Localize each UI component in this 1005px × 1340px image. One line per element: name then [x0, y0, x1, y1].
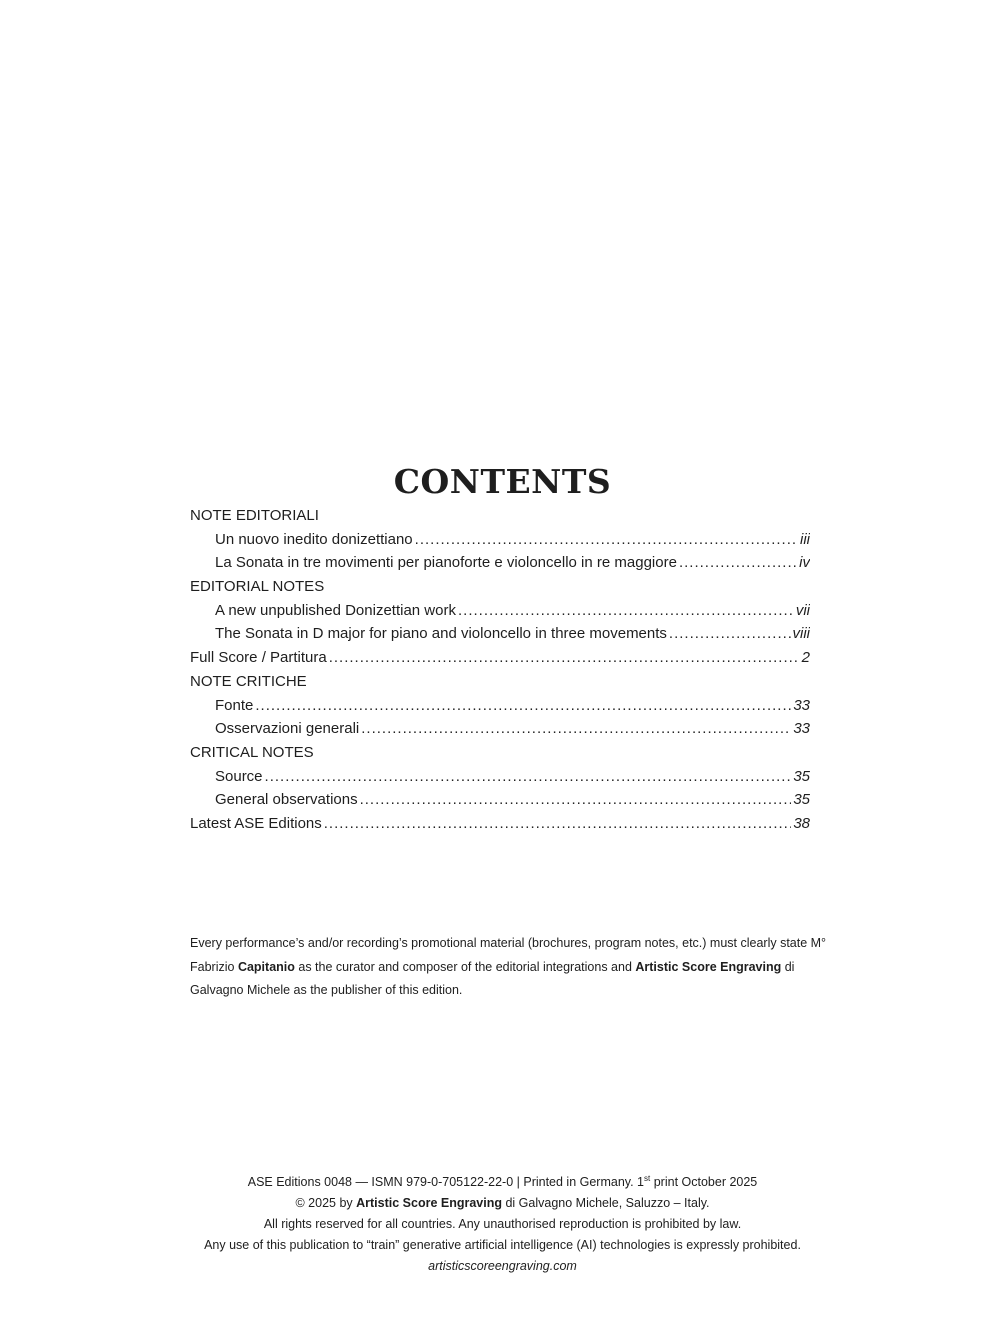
toc-leader-dots — [360, 788, 792, 812]
colophon-edition-text: ASE Editions 0048 — ISMN 979-0-705122-22-0 | Printed in Germany. 1 — [247, 1175, 645, 1189]
toc-entry-general-observations — [190, 788, 810, 812]
toc-entry-osservazioni — [190, 717, 810, 741]
toc-entry-source — [190, 765, 810, 789]
copyright-publisher: Artistic Score Engraving — [356, 1196, 502, 1210]
colophon-ordinal: st — [644, 1173, 651, 1183]
promotional-notice — [190, 932, 830, 1003]
toc-heading-note-critiche — [190, 670, 810, 694]
toc-entry-new-unpublished — [190, 599, 810, 623]
copyright-suffix: di Galvagno Michele, Saluzzo – Italy. — [502, 1196, 710, 1210]
toc-page-number: 35 — [793, 791, 810, 809]
toc-page-number: 33 — [793, 696, 810, 714]
website-link[interactable]: artisticscoreengraving.com — [428, 1259, 577, 1273]
notice-publisher-name: Artistic Score Engraving — [635, 959, 782, 974]
toc-heading-editorial-notes — [190, 575, 810, 599]
colophon-ai-line: Any use of this publication to “train” generative artificial intelligence (AI) technologies is expressly prohibited. — [204, 1238, 801, 1252]
toc-leader-dots — [669, 622, 791, 646]
colophon — [0, 1172, 1005, 1277]
page-title: CONTENTS — [393, 462, 612, 501]
toc-entry-fonte — [190, 694, 810, 718]
toc-page-number: vii — [795, 601, 810, 619]
toc-label: NOTE CRITICHE — [190, 672, 307, 690]
toc-page-number: iii — [800, 530, 810, 548]
toc-leader-dots — [265, 765, 792, 789]
toc-label: A new unpublished Donizettian work — [215, 601, 456, 619]
table-of-contents — [190, 504, 810, 836]
toc-page-number: 2 — [801, 649, 810, 667]
colophon-rights-line: All rights reserved for all countries. Any unauthorised reproduction is prohibited by law. — [263, 1217, 742, 1231]
notice-curator-name: Capitanio — [237, 959, 295, 974]
toc-label: Un nuovo inedito donizettiano — [215, 530, 413, 548]
colophon-copyright-line — [0, 1193, 1005, 1214]
toc-leader-dots — [415, 528, 798, 552]
colophon-edition-line — [0, 1172, 1005, 1193]
toc-page-number: 33 — [793, 720, 810, 738]
toc-page-number: 38 — [793, 814, 810, 832]
toc-leader-dots — [458, 599, 794, 623]
toc-leader-dots — [361, 717, 791, 741]
toc-heading-note-editoriali — [190, 504, 810, 528]
toc-label: Full Score / Partitura — [190, 649, 327, 667]
toc-entry-sonata-en — [190, 622, 810, 646]
notice-text-3: di Galvagno Michele as the publisher of this edition. — [190, 959, 795, 998]
colophon-print-date: print October 2025 — [650, 1175, 758, 1189]
toc-page-number: 35 — [793, 767, 810, 785]
toc-label: The Sonata in D major for piano and violoncello in three movements — [215, 625, 667, 643]
toc-page-number: iv — [799, 554, 810, 572]
toc-entry-full-score — [190, 646, 810, 670]
toc-leader-dots — [679, 551, 797, 575]
toc-label: CRITICAL NOTES — [190, 743, 314, 761]
toc-label: Latest ASE Editions — [190, 814, 322, 832]
toc-label: General observations — [215, 791, 358, 809]
toc-heading-critical-notes — [190, 741, 810, 765]
notice-text-2: as the curator and composer of the editorial integrations and — [294, 959, 636, 974]
toc-label: Source — [215, 767, 263, 785]
colophon-website-line — [0, 1256, 1005, 1277]
notice-text-1: Every performance’s and/or recording’s promotional material (brochures, program notes, etc.) must clearly state M° Fabrizio — [190, 936, 827, 974]
toc-entry-sonata-it — [190, 551, 810, 575]
toc-label: La Sonata in tre movimenti per pianoforte e violoncello in re maggiore — [215, 554, 677, 572]
toc-leader-dots — [329, 646, 800, 670]
toc-page-number: viii — [792, 625, 810, 643]
toc-label: NOTE EDITORIALI — [190, 507, 319, 524]
copyright-prefix: © 2025 by — [295, 1196, 357, 1210]
toc-label: EDITORIAL NOTES — [190, 578, 325, 596]
toc-label: Osservazioni generali — [215, 720, 360, 738]
toc-leader-dots — [255, 694, 791, 718]
toc-leader-dots — [324, 812, 792, 836]
toc-entry-nuovo-inedito — [190, 528, 810, 552]
toc-label: Fonte — [215, 696, 254, 714]
toc-entry-latest-ase — [190, 812, 810, 836]
